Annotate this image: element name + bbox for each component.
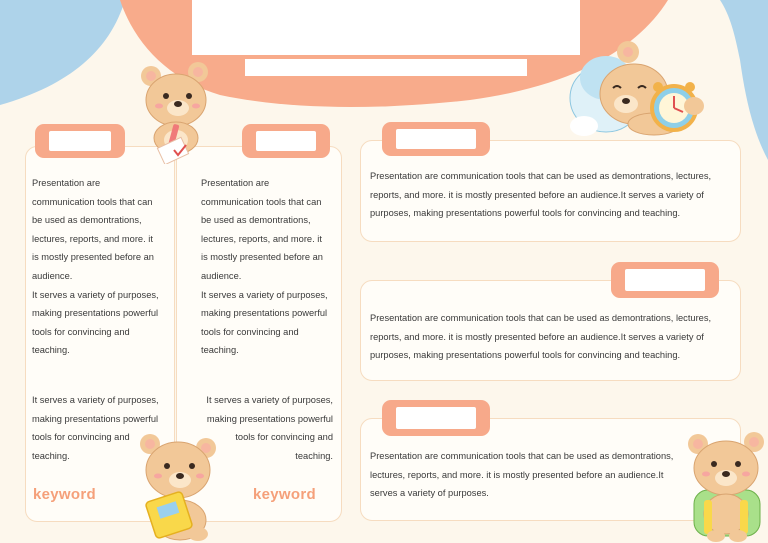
bear-with-pencil-icon [136,58,216,164]
subtitle-box [245,59,527,76]
title-box [192,0,580,55]
middle-card-keyword: keyword [253,486,316,503]
left-card-paragraph-2: It serves a variety of purposes, making presentations powerful tools for convincing and teaching. [32,395,159,461]
middle-card-paragraph-1: Presentation are communication tools that can be used as demontrations, lectures, reports, and more. it is mostly presented before an audience. It serves a variety of purposes, making presentations powerful tools for convincing and teaching. [201,178,328,356]
middle-card-tab [242,124,330,158]
sleeping-bear-with-clock-icon [566,38,714,142]
right-card-3-tab [382,400,490,436]
left-card-keyword: keyword [33,486,96,503]
left-card-paragraph-1: Presentation are communication tools that can be used as demontrations, lectures, reports, and more. it is mostly presented before an audience. It serves a variety of purposes, making presentations powerful tools for convincing and teaching. [32,178,159,356]
right-card-1-tab [382,122,490,156]
right-card-2-tab [611,262,719,298]
right-card-1-text: Presentation are communication tools that can be used as demontrations, lectures, reports, and more. it is mostly presented before an audience.It serves a variety of purposes, making presentations powerful tools for convincing and teaching. [370,171,712,219]
right-card-3-text: Presentation are communication tools that can be used as demontrations, lectures, reports, and more. it is mostly presented before an audience.It serves a variety of purposes. [370,451,674,499]
right-blue-blob [720,0,768,160]
left-blue-blob [0,0,125,105]
middle-card-paragraph-2: It serves a variety of purposes, making presentations powerful tools for convincing and teaching. [206,395,333,461]
right-card-2-text: Presentation are communication tools that can be used as demontrations, lectures, reports, and more. it is mostly presented before an audience.It serves a variety of purposes, making presentations powerful tools for convincing and teaching. [370,313,712,361]
left-card-tab [35,124,125,158]
bear-with-backpack-icon [686,428,768,543]
bear-with-notebook-icon [136,430,222,543]
